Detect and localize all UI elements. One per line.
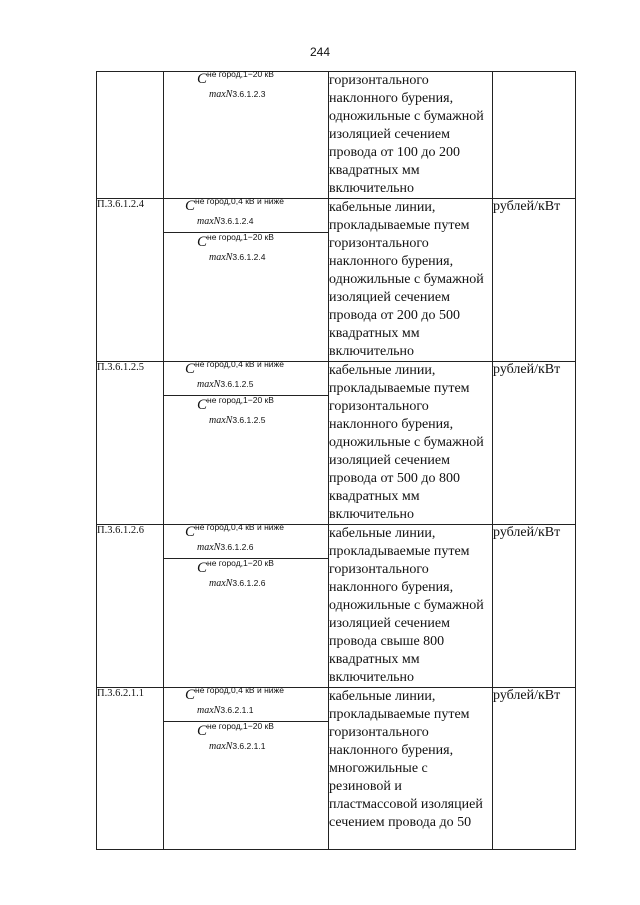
row-unit: рублей/кВт [493, 199, 576, 362]
formula: Cне город,0,4 кВ и ниже maxN3.6.1.2.4 [164, 199, 328, 233]
row-description: кабельные линии, прокладываемые путем горизонтального наклонного бурения, одножильные с бумажной изоляцией сечением провода от 500 до 800 квадратных мм включительно [329, 362, 493, 525]
row-code [97, 72, 164, 199]
row-code: П.3.6.1.2.6 [97, 525, 164, 688]
row-unit: рублей/кВт [493, 525, 576, 688]
row-description: кабельные линии, прокладываемые путем горизонтального наклонного бурения, многожильные с резиновой и пластмассовой изоляцией сечением провода до 50 [329, 688, 493, 850]
row-description: кабельные линии, прокладываемые путем горизонтального наклонного бурения, одножильные с бумажной изоляцией сечением провода от 200 до 500 квадратных мм включительно [329, 199, 493, 362]
row-unit: рублей/кВт [493, 362, 576, 525]
formula: Cне город,1−20 кВ maxN3.6.1.2.5 [197, 395, 274, 426]
table-row [97, 72, 576, 199]
table-row [97, 525, 576, 688]
row-code: П.3.6.2.1.1 [97, 688, 164, 850]
row-unit [493, 72, 576, 199]
row-code: П.3.6.1.2.5 [97, 362, 164, 525]
row-description: кабельные линии, прокладываемые путем горизонтального наклонного бурения, одножильные с бумажной изоляцией сечением провода свыше 800 квадратных мм включительно [329, 525, 493, 688]
formula: Cне город,0,4 кВ и ниже maxN3.6.1.2.5 [164, 362, 328, 396]
table-row [97, 362, 576, 525]
formula: Cне город,0,4 кВ и ниже maxN3.6.2.1.1 [164, 688, 328, 722]
table-row [97, 199, 576, 362]
table-row [97, 688, 576, 850]
tariff-table [96, 71, 576, 850]
row-unit: рублей/кВт [493, 688, 576, 850]
formula-cell [164, 685, 329, 850]
formula: Cне город,1−20 кВ maxN3.6.1.2.6 [197, 558, 274, 589]
formula: Cне город,1−20 кВ maxN3.6.2.1.1 [197, 721, 274, 752]
formula: Cне город,1−20 кВ maxN3.6.1.2.3 [197, 69, 274, 100]
formula-cell [164, 359, 329, 525]
formula-cell [164, 522, 329, 688]
formula-cell [164, 69, 329, 199]
page-number: 244 [309, 45, 331, 59]
row-code: П.3.6.1.2.4 [97, 199, 164, 362]
formula: Cне город,0,4 кВ и ниже maxN3.6.1.2.6 [164, 525, 328, 559]
formula-cell [164, 196, 329, 362]
formula: Cне город,1−20 кВ maxN3.6.1.2.4 [197, 232, 274, 263]
row-description: горизонтального наклонного бурения, одножильные с бумажной изоляцией сечением провода от 100 до 200 квадратных мм включительно [329, 72, 493, 199]
